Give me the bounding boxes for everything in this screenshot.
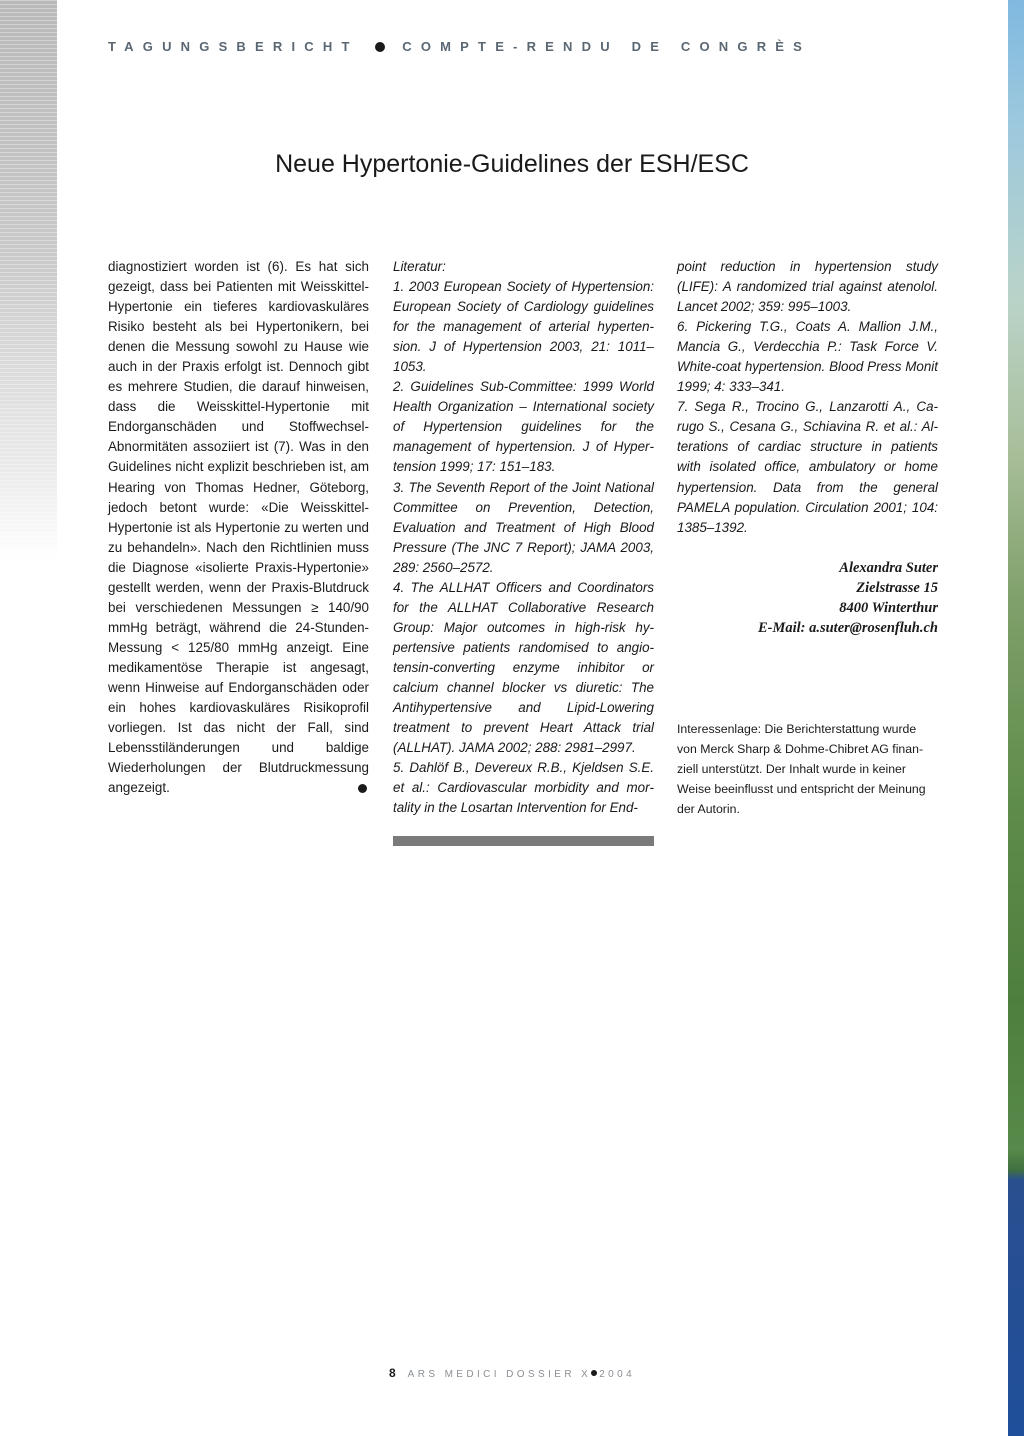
reference-item: 7. Sega R., Trocino G., Lanzarotti A., Carugo S., Cesana G., Schiavina R. et al.: Alterations of cardiac structure in patients with isolated office, ambulatory or home hypertension. Data from the general PAMELA population. Circulation 2001; 104: 1385–1392. <box>677 399 938 535</box>
left-decorative-strip <box>0 0 57 560</box>
end-of-article-icon <box>358 784 367 793</box>
references-column-2 <box>677 257 938 538</box>
page-footer <box>0 1366 1024 1380</box>
reference-item: 3. The Seventh Report of the Joint National Committee on Prevention, Detection, Evaluation and Treatment of High Blood Pressure (The JNC 7 Report); JAMA 2003, 289: 2560–2572. <box>393 479 654 575</box>
references-column-1 <box>393 257 654 818</box>
reference-item-5-start: 5. Dahlöf B., Devereux R.B., Kjeldsen S.E. et al.: Cardiovascular morbidity and mortality in the Losartan Intervention for End- <box>393 760 654 816</box>
column-end-bar <box>393 836 654 846</box>
right-photo-strip <box>1008 0 1024 1436</box>
journal-name: ARS MEDICI DOSSIER X <box>407 1369 592 1380</box>
footer-bullet-icon <box>591 1370 597 1376</box>
body-column <box>108 257 369 798</box>
reference-item: 1. 2003 European Society of Hypertension: European Society of Cardiology guidelines for the management of arterial hypertension. J of Hypertension 2003, 21: 1011–1053. <box>393 279 654 375</box>
reference-item: 2. Guidelines Sub-Committee: 1999 World Health Organization – International society of Hypertension guidelines for the management of hypertension. J of Hypertension 1999; 17: 151–183. <box>393 379 654 475</box>
journal-year: 2004 <box>599 1369 636 1380</box>
bullet-icon <box>375 42 385 52</box>
author-name: Alexandra Suter <box>839 560 938 576</box>
article-title: Neue Hypertonie-Guidelines der ESH/ESC <box>275 150 749 178</box>
reference-item: 4. The ALLHAT Officers and Coordinators for the ALLHAT Collaborative Research Group: Major outcomes in high-risk hypertensive patients randomised to angiotensin-converting enzyme inhibitor or calcium channel blocker vs diuretic: The Antihypertensive and Lipid-Lowering treatment to prevent Heart Attack trial (ALLHAT). JAMA 2002; 288: 2981–2997. <box>393 579 654 756</box>
author-block <box>677 558 938 638</box>
section-header <box>108 39 811 54</box>
author-street: Zielstrasse 15 <box>856 580 938 596</box>
page-number: 8 <box>388 1366 396 1380</box>
author-email: E-Mail: a.suter@rosenfluh.ch <box>757 620 938 636</box>
reference-item: 6. Pickering T.G., Coats A. Mallion J.M., Mancia G., Verdecchia P.: Task Force V. White-coat hypertension. Blood Press Monit 1999; 4: 333–341. <box>677 319 938 395</box>
header-german: TAGUNGSBERICHT <box>108 39 359 54</box>
author-city: 8400 Winterthur <box>839 600 938 616</box>
reference-item-5-end: point reduction in hypertension study (LIFE): A randomized trial against atenolol. Lancet 2002; 359: 995–1003. <box>677 259 938 315</box>
body-paragraph: diagnostiziert worden ist (6). Es hat sich gezeigt, dass bei Patienten mit Weisskittel-Hypertonie ein tieferes kardiovaskuläres Risiko besteht als bei Hypertonikern, bei denen die Messung sowohl zu Hause wie auch in der Praxis erfolgt ist. Dennoch gibt es mehrere Studien, die darauf hinweisen, dass die Weisskittel-Hypertonie mit Endorganschäden und Stoffwechsel-Abnormitäten assoziiert ist (7). Was in den Guidelines nicht explizit beschrieben ist, am Hearing von Thomas Hedner, Göteborg, jedoch betont wurde: «Die Weisskittel-Hypertonie ist als Hypertonie zu werten und zu behandeln». Nach den Richtlinien muss die Diagnose «isolierte Praxis-Hypertonie» gestellt werden, wenn der Praxis-Blutdruck bei verschiedenen Messungen ≥ 140/90 mmHg beträgt, während die 24-Stunden-Messung < 125/80 mmHg anzeigt. Eine medikamentöse Therapie ist angesagt, wenn Hinweise auf Endorganschäden oder ein hohes kardiovaskuläres Risikoprofil vorliegen. Ist das nicht der Fall, sind Lebensstiländerungen und baldige Wiederholungen der Blutdruckmessung angezeigt. <box>108 259 369 796</box>
interest-statement: Interessenlage: Die Berichterstattung wurde von Merck Sharp & Dohme-Chibret AG finanziell unterstützt. Der Inhalt wurde in keiner Weise beeinflusst und entspricht der Meinung der Autorin. <box>677 722 926 816</box>
header-french: COMPTE-RENDU DE CONGRÈS <box>402 39 812 54</box>
references-label: Literatur: <box>393 259 446 274</box>
